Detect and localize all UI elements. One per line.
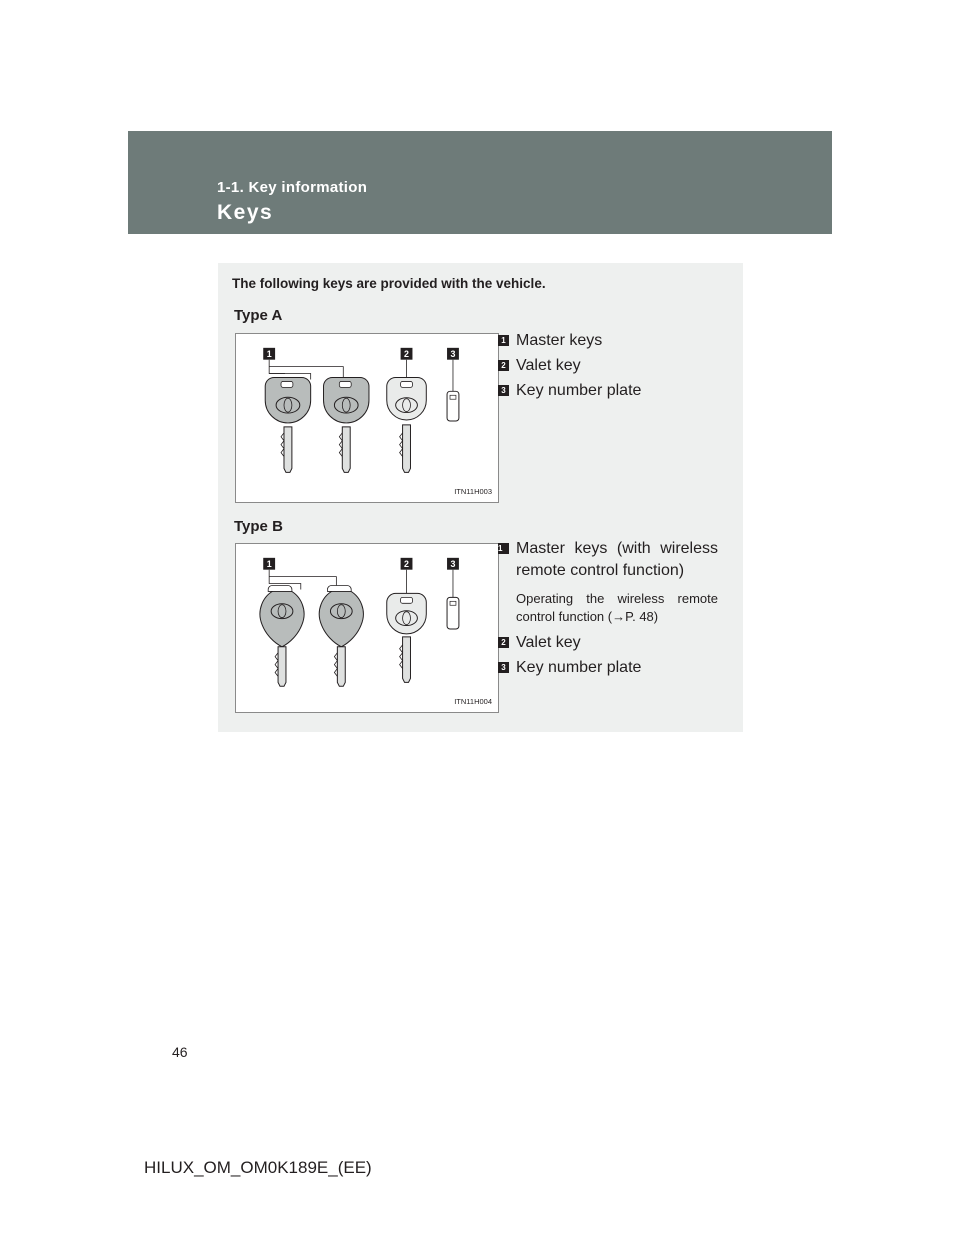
number-badge: 2 [498,637,509,648]
key-number-plate-icon [447,391,459,421]
svg-text:1: 1 [266,559,272,570]
document-code: HILUX_OM_OM0K189E_(EE) [144,1158,372,1177]
legend-item-valet-key [498,355,718,377]
header-band [128,131,832,234]
number-badge: 3 [498,385,509,396]
legend-item-master-keys [498,330,718,352]
type-a-figure [235,333,499,503]
legend-label: Valet key [516,357,581,374]
legend-label: Master keys (with wireless remote control function) [516,540,718,579]
legend-label: Valet key [516,634,581,651]
page-title: Keys [217,201,274,224]
type-a-heading: Type A [234,307,283,324]
svg-text:1: 1 [266,349,272,360]
type-b-legend [498,538,718,679]
type-b-figure [235,543,499,713]
page-number: 46 [172,1044,188,1060]
legend-item-key-number-plate [498,380,718,402]
svg-text:3: 3 [450,559,456,570]
type-b-figure-code: ITN11H004 [454,697,492,706]
number-badge: 2 [498,360,509,371]
legend-note-wireless-remote: Operating the wireless remote control function (→P. 48) [516,591,718,624]
valet-key-icon [387,593,427,682]
legend-label: Key number plate [516,659,642,676]
number-badge: 1 [498,543,509,554]
key-number-plate-icon [447,597,459,629]
valet-key-icon [387,377,427,472]
legend-item-master-keys-remote [498,538,718,582]
legend-label: Key number plate [516,382,642,399]
svg-text:2: 2 [404,559,409,570]
remote-master-key-2-icon [319,586,363,687]
type-b-keys-illustration [236,544,498,712]
type-a-legend [498,330,718,402]
section-label: 1-1. Key information [217,179,368,196]
number-badge: 3 [498,662,509,673]
intro-text: The following keys are provided with the vehicle. [232,276,546,291]
type-a-figure-code: ITN11H003 [454,487,492,496]
svg-text:2: 2 [404,349,409,360]
type-b-heading: Type B [234,518,283,535]
number-badge: 1 [498,335,509,346]
type-b-callout-3 [447,558,459,570]
master-key-2-icon [324,377,369,472]
type-b-callout-1 [263,558,275,570]
type-a-keys-illustration [236,334,498,502]
type-a-callout-3 [447,348,459,360]
type-b-callout-2 [401,558,413,570]
legend-item-key-number-plate [498,657,718,679]
legend-label: Master keys [516,332,603,349]
svg-text:3: 3 [450,349,456,360]
legend-item-valet-key [498,632,718,654]
type-a-callout-1 [263,348,275,360]
content-box [218,263,743,732]
remote-master-key-1-icon [260,586,304,687]
master-key-1-icon [265,377,310,472]
type-a-callout-2 [401,348,413,360]
